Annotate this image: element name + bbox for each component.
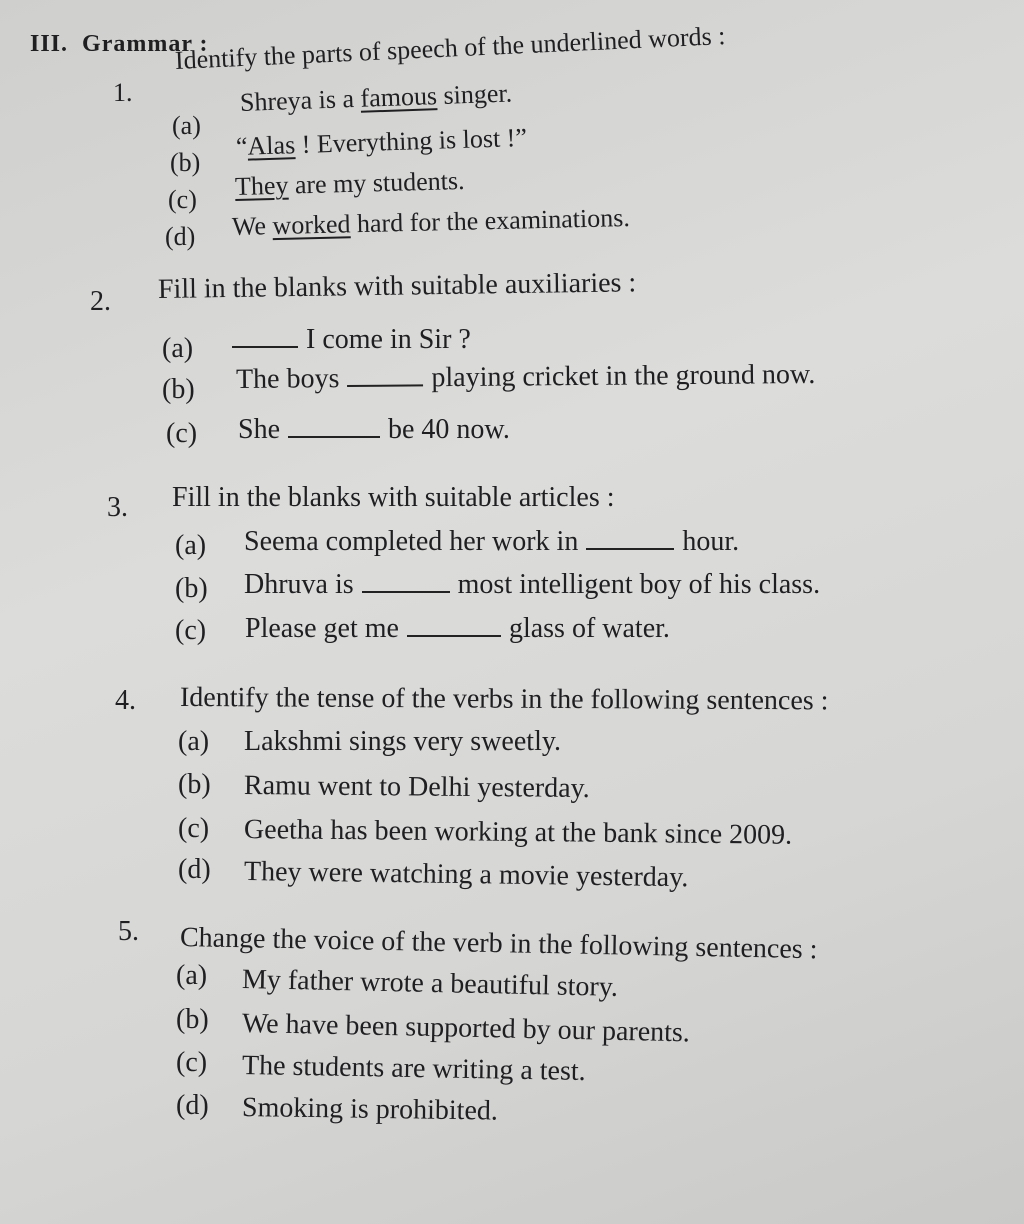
item-label: (b)	[170, 148, 201, 177]
item-text	[234, 165, 465, 201]
item-text: My father wrote a beautiful story.	[241, 964, 619, 1003]
item-text: We have been supported by our parents.	[241, 1008, 691, 1049]
item-text-part: I come in Sir ?	[306, 324, 471, 355]
item-text-part: ! Everything is lost !”	[294, 122, 528, 160]
item-label: (c)	[168, 185, 197, 214]
underlined-word: They	[234, 170, 289, 201]
item-text	[224, 326, 471, 354]
item-text-part: The boys	[235, 363, 340, 395]
item-label: (d)	[165, 222, 196, 251]
item-text-part: hard for the examinations.	[350, 202, 631, 239]
item-text-part: glass of water.	[508, 613, 670, 644]
item-label: (c)	[166, 418, 198, 449]
item-text	[245, 615, 670, 643]
item-text-part: singer.	[436, 78, 513, 111]
blank	[586, 547, 674, 550]
question-number: 1.	[113, 78, 133, 107]
item-text-part: hour.	[682, 526, 740, 557]
item-text-part: be 40 now.	[388, 414, 510, 445]
item-label: (d)	[178, 854, 211, 885]
item-label: (b)	[178, 769, 211, 800]
item-text-part: most intelligent boy of his class.	[457, 569, 821, 600]
item-label: (a)	[178, 726, 210, 757]
question-text: Fill in the blanks with suitable articles :	[172, 482, 615, 513]
item-text	[239, 78, 513, 117]
underlined-word: famous	[359, 81, 438, 113]
question-text: Identify the parts of speech of the underlined words :	[174, 21, 726, 75]
item-label: (b)	[162, 374, 195, 405]
underlined-word: worked	[272, 209, 351, 241]
question-number: 5.	[118, 916, 139, 947]
item-text-part: “	[235, 131, 248, 161]
item-text: Ramu went to Delhi yesterday.	[243, 770, 590, 805]
item-text: They were watching a movie yesterday.	[243, 856, 689, 894]
item-label: (d)	[176, 1090, 209, 1121]
item-label: (c)	[175, 615, 207, 646]
question-text: Identify the tense of the verbs in the following sentences :	[179, 682, 829, 717]
item-text: The students are writing a test.	[241, 1050, 586, 1087]
item-label: (a)	[162, 333, 194, 364]
item-text-part: Dhruva is	[244, 569, 354, 600]
item-text	[231, 202, 631, 241]
item-text	[235, 358, 816, 395]
item-text-part: Please get me	[245, 613, 399, 644]
question-number: 3.	[107, 492, 128, 523]
question-number: 2.	[90, 286, 111, 317]
item-label: (b)	[176, 1004, 209, 1035]
section-title: Grammar :	[82, 31, 209, 57]
question-text: Fill in the blanks with suitable auxiliaries :	[157, 267, 637, 305]
item-text: Smoking is prohibited.	[241, 1092, 499, 1127]
item-text-part: Seema completed her work in	[244, 526, 579, 557]
item-text	[235, 122, 528, 161]
blank	[232, 345, 298, 348]
item-text	[244, 528, 739, 556]
item-label: (a)	[176, 960, 208, 991]
item-text	[238, 416, 510, 444]
item-text	[244, 571, 820, 599]
blank	[347, 383, 423, 387]
item-text-part: playing cricket in the ground now.	[431, 358, 816, 394]
item-label: (c)	[178, 813, 210, 844]
blank	[288, 435, 380, 438]
item-label: (b)	[175, 573, 208, 604]
item-label: (c)	[176, 1047, 208, 1078]
item-text: Geetha has been working at the bank since 2009.	[243, 814, 793, 851]
question-text: Change the voice of the verb in the following sentences :	[179, 922, 818, 966]
section-number: III.	[30, 31, 69, 57]
item-label: (a)	[175, 530, 207, 561]
item-label: (a)	[172, 111, 201, 140]
blank	[362, 590, 450, 593]
underlined-word: Alas	[247, 130, 296, 161]
item-text: Lakshmi sings very sweetly.	[244, 726, 562, 757]
item-text-part: are my students.	[288, 165, 465, 200]
item-text-part: Shreya is a	[239, 83, 362, 117]
blank	[407, 634, 501, 637]
question-number: 4.	[115, 685, 136, 716]
item-text-part: She	[238, 414, 280, 445]
item-text-part: We	[231, 211, 273, 241]
